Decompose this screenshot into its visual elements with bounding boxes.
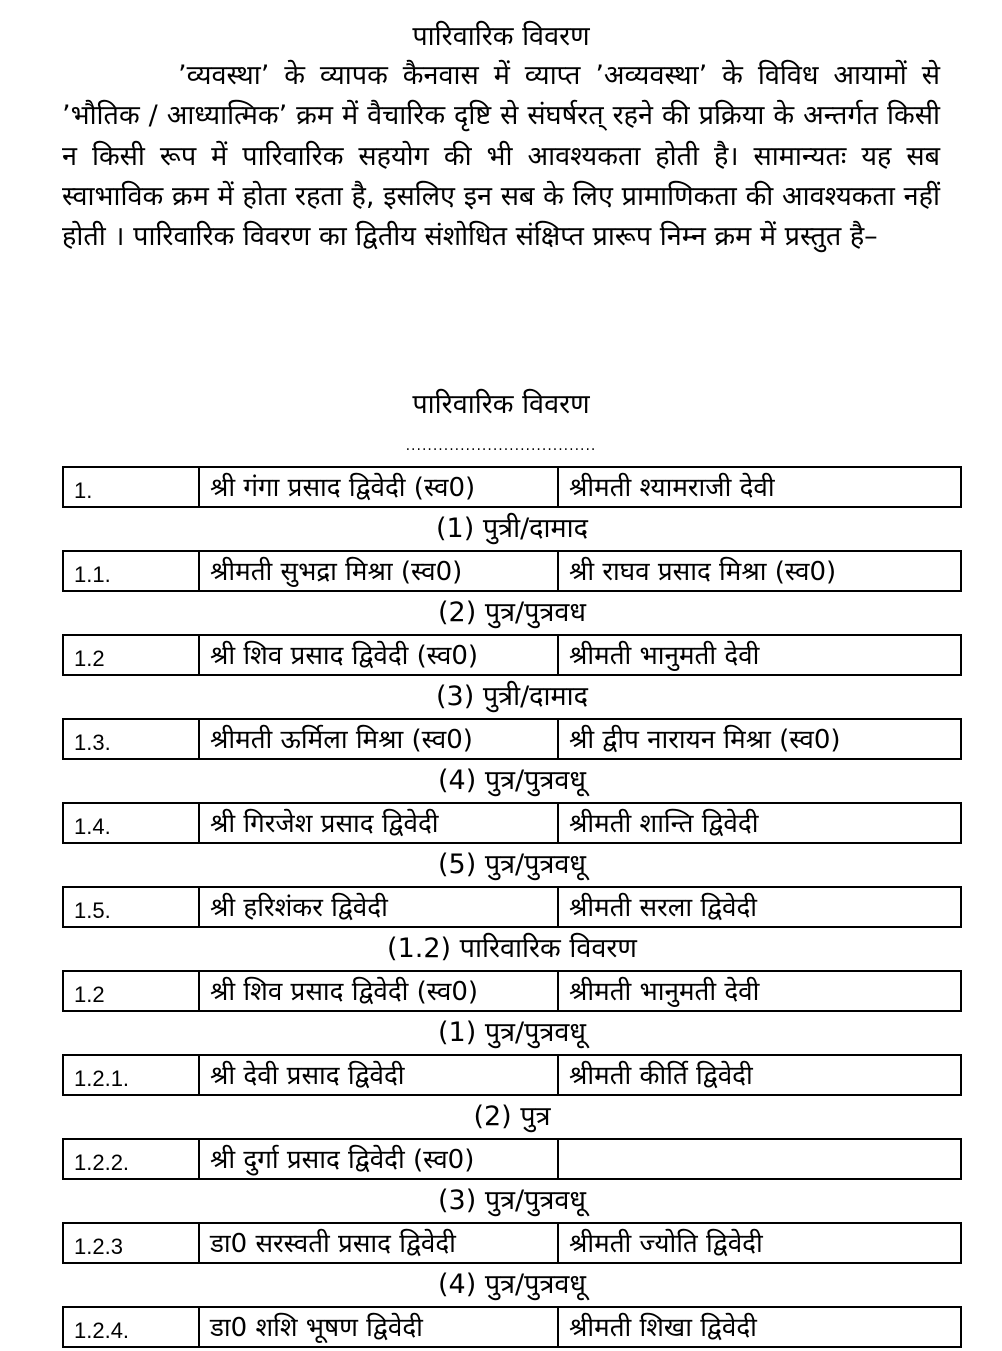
serial-number: 1.2.2.	[64, 1140, 200, 1178]
relation-heading: (2) पुत्र	[473, 1101, 551, 1132]
spouse-name: श्रीमती भानुमती देवी	[569, 641, 760, 671]
table-row	[62, 634, 962, 676]
serial-number: 1.4.	[64, 804, 200, 842]
spouse-name: श्रीमती शान्ति द्विवेदी	[569, 809, 759, 839]
table-row	[62, 718, 962, 760]
intro-paragraph	[62, 56, 940, 257]
member-name: श्री देवी प्रसाद द्विवेदी	[200, 1056, 559, 1094]
table-row	[62, 802, 962, 844]
spouse-name	[559, 1140, 960, 1178]
serial-number: 1.2.4.	[64, 1308, 200, 1346]
serial-number: 1.	[64, 468, 200, 506]
table-row	[62, 886, 962, 928]
table-row	[62, 550, 962, 592]
member-name: श्री गिरजेश प्रसाद द्विवेदी	[200, 804, 559, 842]
intro-text: ’व्यवस्था’ के व्यापक कैनवास में व्याप्त ’अव्यवस्था’ के विविध आयामों से ’भौतिक / आध्यात्मिक’ क्रम में वैचारिक दृष्टि से संघर्षरत् रहने की प्रक्रिया के अन्तर्गत किसी न किसी रूप में पारिवारिक सहयोग की भी आवश्यकता होती है। सामान्यतः यह सब स्वाभाविक क्रम में होता रहता है, इसलिए इन सब के लिए प्रामाणिकता की आवश्यकता नहीं होती । पारिवारिक विवरण का द्वितीय संशोधित संक्षिप्त प्रारूप निम्न क्रम में प्रस्तुत है–	[62, 60, 940, 253]
relation-heading: (4) पुत्र/पुत्रवधू	[437, 765, 587, 796]
relation-heading: (2) पुत्र/पुत्रवध	[437, 597, 587, 628]
family-details-heading: पारिवारिक विवरण	[412, 389, 590, 420]
serial-number: 1.2	[64, 636, 200, 674]
serial-number: 1.3.	[64, 720, 200, 758]
spouse-name: श्रीमती शिखा द्विवेदी	[569, 1313, 757, 1343]
member-name: श्री शिव प्रसाद द्विवेदी (स्व0)	[200, 972, 559, 1010]
serial-number: 1.2.3	[64, 1224, 200, 1262]
table-row	[62, 1306, 962, 1348]
member-name: डा0 शशि भूषण द्विवेदी	[200, 1308, 559, 1346]
relation-heading: (4) पुत्र/पुत्रवधू	[437, 1269, 587, 1300]
table-row	[62, 1222, 962, 1264]
member-name: डा0 सरस्वती प्रसाद द्विवेदी	[200, 1224, 559, 1262]
spouse-name: श्रीमती सरला द्विवेदी	[569, 893, 758, 923]
spouse-name: श्रीमती श्यामराजी देवी	[569, 473, 775, 503]
table-row	[62, 970, 962, 1012]
relation-heading: (3) पुत्री/दामाद	[436, 681, 588, 712]
section-heading: (1.2) पारिवारिक विवरण	[387, 933, 637, 964]
dotted-separator: ...................................	[405, 438, 597, 454]
member-name: श्रीमती सुभद्रा मिश्रा (स्व0)	[200, 552, 559, 590]
spouse-name: श्रीमती कीर्ति द्विवेदी	[569, 1061, 753, 1091]
serial-number: 1.2	[64, 972, 200, 1010]
serial-number: 1.5.	[64, 888, 200, 926]
member-name: श्री शिव प्रसाद द्विवेदी (स्व0)	[200, 636, 559, 674]
member-name: श्रीमती ऊर्मिला मिश्रा (स्व0)	[200, 720, 559, 758]
relation-heading: (1) पुत्र/पुत्रवधू	[437, 1017, 587, 1048]
serial-number: 1.1.	[64, 552, 200, 590]
member-name: श्री हरिशंकर द्विवेदी	[200, 888, 559, 926]
spouse-name: श्री राघव प्रसाद मिश्रा (स्व0)	[569, 557, 837, 587]
table-row	[62, 466, 962, 508]
family-table	[62, 466, 962, 1348]
page-title: पारिवारिक विवरण	[412, 21, 590, 52]
table-row	[62, 1138, 962, 1180]
member-name: श्री दुर्गा प्रसाद द्विवेदी (स्व0)	[200, 1140, 559, 1178]
table-row	[62, 1054, 962, 1096]
relation-heading: (3) पुत्र/पुत्रवधू	[437, 1185, 587, 1216]
serial-number: 1.2.1.	[64, 1056, 200, 1094]
member-name: श्री गंगा प्रसाद द्विवेदी (स्व0)	[200, 468, 559, 506]
relation-heading: (1) पुत्री/दामाद	[436, 513, 588, 544]
spouse-name: श्रीमती ज्योति द्विवेदी	[569, 1229, 763, 1259]
spouse-name: श्रीमती भानुमती देवी	[569, 977, 760, 1007]
spouse-name: श्री द्वीप नारायन मिश्रा (स्व0)	[569, 725, 841, 755]
relation-heading: (5) पुत्र/पुत्रवधू	[437, 849, 587, 880]
